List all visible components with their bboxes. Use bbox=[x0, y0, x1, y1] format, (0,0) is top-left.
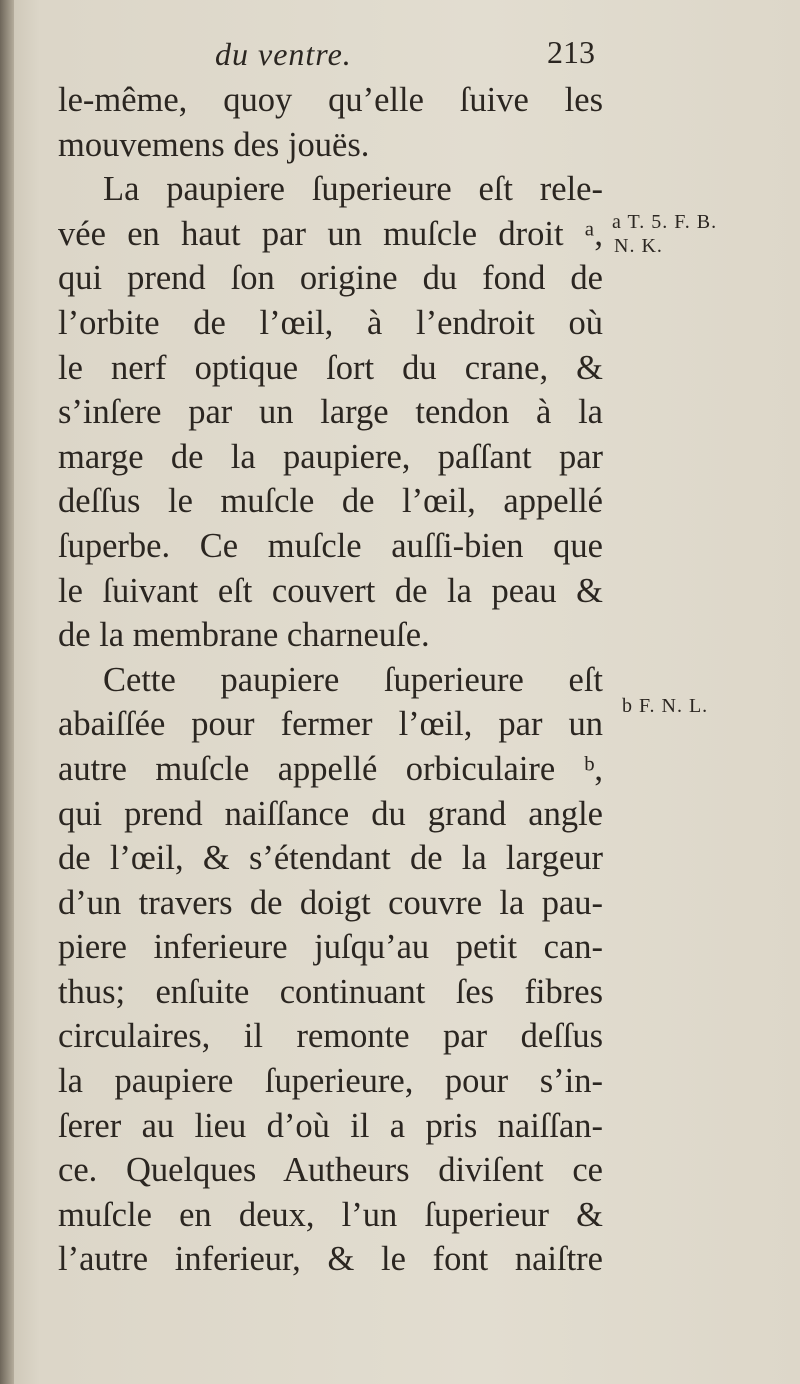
text-line: thus; enſuite continuant ſes fibres bbox=[58, 972, 603, 1011]
text-line: La paupiere ſuperieure eſt rele- bbox=[103, 170, 603, 209]
text-line: muſcle en deux, l’un ſuperieur & bbox=[58, 1195, 603, 1234]
margin-note-a bbox=[612, 210, 717, 258]
running-head: du ventre. bbox=[215, 36, 352, 72]
page-number: 213 bbox=[547, 34, 595, 70]
text-line: de la membrane charneuſe. bbox=[58, 616, 430, 655]
text-line: piere inferieure juſqu’au petit can- bbox=[58, 928, 603, 967]
margin-note-a-line2: N. K. bbox=[614, 235, 663, 257]
text-line: marge de la paupiere, paſſant par bbox=[58, 437, 603, 476]
text-line: l’autre inferieur, & le font naiſtre bbox=[58, 1240, 603, 1279]
text-line: autre muſcle appellé orbiculaire ᵇ, bbox=[58, 749, 603, 788]
text-line: ce. Quelques Autheurs diviſent ce bbox=[58, 1151, 603, 1190]
text-line: de l’œil, & s’étendant de la largeur bbox=[58, 839, 603, 878]
text-line: Cette paupiere ſuperieure eſt bbox=[103, 660, 603, 699]
text-line: circulaires, il remonte par deſſus bbox=[58, 1017, 603, 1056]
text-line: la paupiere ſuperieure, pour s’in- bbox=[58, 1062, 603, 1101]
text-line: le-même, quoy qu’elle ſuive les bbox=[58, 81, 603, 119]
text-line: qui prend ſon origine du fond de bbox=[58, 259, 603, 298]
margin-note-b: b F. N. L. bbox=[622, 695, 709, 717]
book-binding-edge bbox=[0, 0, 14, 1384]
text-line: vée en haut par un muſcle droit ᵃ, bbox=[58, 214, 603, 253]
text-line: le ſuivant eſt couvert de la peau & bbox=[58, 571, 603, 610]
body-text bbox=[58, 78, 603, 1282]
page-header bbox=[215, 30, 595, 80]
margin-note-a-line1: a T. 5. F. B. bbox=[612, 211, 718, 233]
text-line: mouvemens des jouës. bbox=[58, 125, 370, 164]
text-line: ſuperbe. Ce muſcle auſſi-bien que bbox=[58, 526, 603, 565]
text-line: deſſus le muſcle de l’œil, appellé bbox=[58, 482, 603, 521]
text-line: s’inſere par un large tendon à la bbox=[58, 393, 603, 432]
text-line: ſerer au lieu d’où il a pris naiſſan- bbox=[58, 1106, 603, 1145]
text-line: d’un travers de doigt couvre la pau- bbox=[58, 883, 603, 922]
text-line: qui prend naiſſance du grand angle bbox=[58, 794, 603, 833]
text-line: abaiſſée pour fermer l’œil, par un bbox=[58, 705, 603, 744]
text-line: le nerf optique ſort du crane, & bbox=[58, 348, 603, 387]
text-line: l’orbite de l’œil, à l’endroit où bbox=[58, 303, 603, 342]
